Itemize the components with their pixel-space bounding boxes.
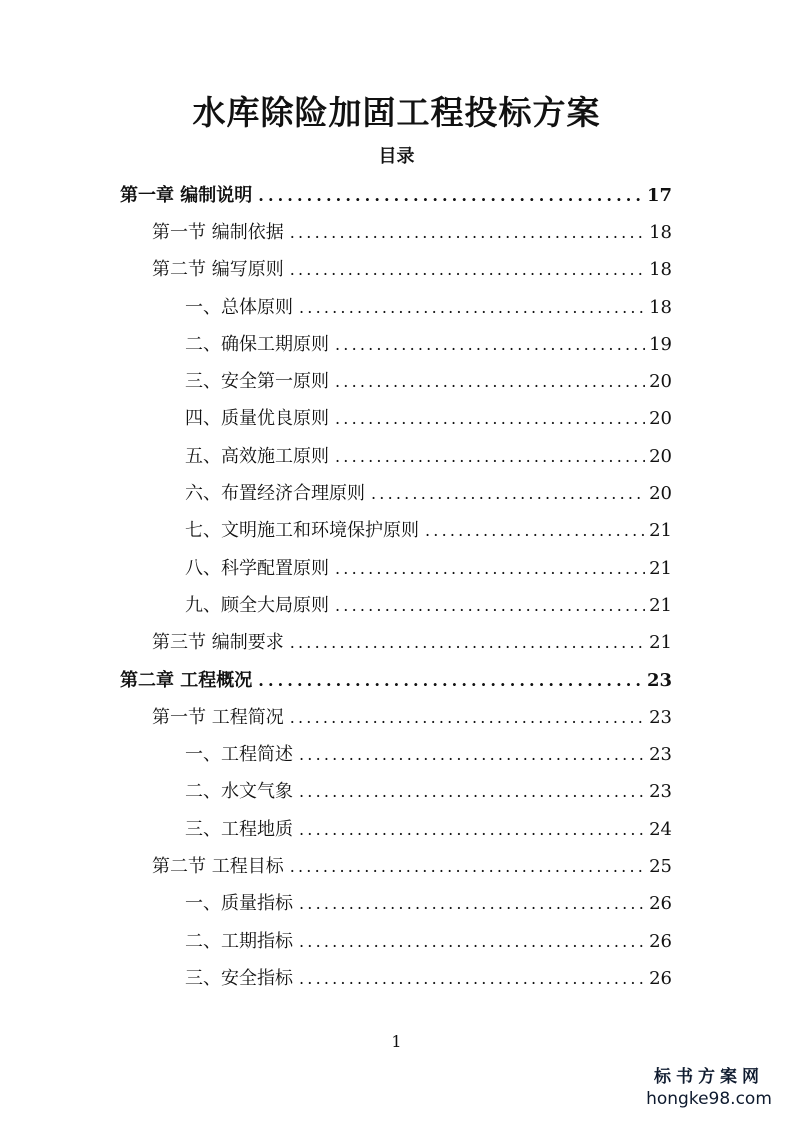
toc-entry-label: 五、高效施工原则 — [185, 445, 329, 467]
toc-entry-label: 二、水文气象 — [185, 781, 293, 803]
toc-entry-page: 18 — [649, 221, 672, 243]
toc-dot-leader — [299, 820, 645, 839]
toc-entry[interactable] — [0, 809, 793, 846]
toc-dot-leader — [258, 186, 643, 205]
toc-entry-page: 20 — [649, 371, 672, 393]
toc-entry-content — [185, 367, 672, 393]
toc-dot-leader — [290, 223, 645, 242]
toc-entry-label: 一、质量指标 — [185, 893, 293, 915]
toc-entry-label: 七、文明施工和环境保护原则 — [185, 520, 419, 542]
toc-entry-page: 23 — [649, 781, 672, 803]
toc-entry[interactable] — [0, 734, 793, 771]
toc-entry-content — [152, 218, 672, 244]
toc-dot-leader — [299, 969, 645, 988]
toc-entry[interactable] — [0, 324, 793, 361]
toc-entry-label: 八、科学配置原则 — [185, 557, 329, 579]
toc-entry-label: 第一节 工程简况 — [152, 706, 284, 728]
toc-entry[interactable] — [0, 436, 793, 473]
toc-entry-content — [185, 591, 672, 617]
watermark-logo — [639, 1066, 779, 1110]
toc-entry-content — [185, 964, 672, 990]
toc-entry[interactable] — [0, 884, 793, 921]
toc-dot-leader — [290, 260, 645, 279]
toc-entry-label: 二、确保工期原则 — [185, 333, 329, 355]
toc-entry-content — [185, 927, 672, 953]
toc-entry-label: 第二章 工程概况 — [120, 669, 253, 691]
toc-entry-content — [185, 815, 672, 841]
toc-entry-content — [185, 293, 672, 319]
toc-dot-leader — [335, 596, 645, 615]
toc-entry-page: 23 — [649, 744, 672, 766]
toc-entry-page: 18 — [649, 296, 672, 318]
toc-entry-content — [185, 554, 672, 580]
toc-dot-leader — [299, 298, 645, 317]
toc-entry-content — [185, 330, 672, 356]
watermark-url: hongke98.com — [646, 1089, 772, 1109]
toc-entry-content — [152, 255, 672, 281]
toc-entry-page: 26 — [649, 893, 672, 915]
toc-entry-page: 26 — [649, 930, 672, 952]
toc-entry-label: 三、安全指标 — [185, 967, 293, 989]
toc-dot-leader — [335, 559, 645, 578]
toc-entry-label: 第一章 编制说明 — [120, 184, 253, 206]
toc-entry-page: 17 — [646, 184, 672, 206]
toc-entry-page: 19 — [649, 333, 672, 355]
toc-dot-leader — [371, 484, 645, 503]
toc-entry-label: 第一节 编制依据 — [152, 221, 284, 243]
toc-dot-leader — [335, 409, 645, 428]
toc-entry-page: 21 — [649, 632, 672, 654]
toc-entry[interactable] — [0, 958, 793, 995]
toc-dot-leader — [258, 671, 643, 690]
toc-entry-page: 23 — [646, 669, 672, 691]
toc-entry-content — [152, 703, 672, 729]
toc-entry[interactable] — [0, 473, 793, 510]
toc-entry-label: 一、总体原则 — [185, 296, 293, 318]
toc-entry[interactable] — [0, 212, 793, 249]
toc-entry-label: 三、工程地质 — [185, 818, 293, 840]
table-of-contents — [0, 175, 793, 996]
toc-entry-content — [185, 404, 672, 430]
toc-dot-leader — [290, 857, 645, 876]
toc-entry-page: 21 — [649, 557, 672, 579]
toc-dot-leader — [299, 745, 645, 764]
toc-dot-leader — [425, 521, 645, 540]
toc-entry-page: 23 — [649, 706, 672, 728]
toc-heading: 目录 — [378, 146, 415, 167]
toc-entry-label: 六、布置经济合理原则 — [185, 483, 365, 505]
toc-entry[interactable] — [0, 287, 793, 324]
toc-entry-page: 21 — [649, 520, 672, 542]
toc-entry-page: 20 — [649, 483, 672, 505]
toc-entry[interactable] — [0, 623, 793, 660]
toc-entry[interactable] — [0, 921, 793, 958]
toc-entry-content — [185, 442, 672, 468]
toc-entry[interactable] — [0, 399, 793, 436]
toc-entry[interactable] — [0, 250, 793, 287]
toc-entry-page: 18 — [649, 259, 672, 281]
toc-entry-content — [185, 889, 672, 915]
toc-entry-label: 第二节 工程目标 — [152, 855, 284, 877]
toc-entry[interactable] — [0, 511, 793, 548]
toc-entry-label: 四、质量优良原则 — [185, 408, 329, 430]
toc-entry-page: 26 — [649, 967, 672, 989]
toc-dot-leader — [335, 372, 645, 391]
toc-entry-content — [185, 479, 672, 505]
toc-entry-page: 21 — [649, 594, 672, 616]
watermark-name: 标书方案网 — [654, 1067, 764, 1087]
toc-entry-content — [120, 181, 672, 207]
toc-entry[interactable] — [0, 846, 793, 883]
toc-entry-page: 20 — [649, 445, 672, 467]
toc-entry[interactable] — [0, 548, 793, 585]
toc-entry-label: 三、安全第一原则 — [185, 371, 329, 393]
toc-entry[interactable] — [0, 585, 793, 622]
toc-entry-label: 第二节 编写原则 — [152, 259, 284, 281]
toc-entry-content — [152, 628, 672, 654]
toc-entry-label: 第三节 编制要求 — [152, 632, 284, 654]
toc-entry-page: 20 — [649, 408, 672, 430]
toc-entry[interactable] — [0, 361, 793, 398]
toc-dot-leader — [299, 782, 645, 801]
toc-entry[interactable] — [0, 175, 793, 212]
toc-entry-label: 二、工期指标 — [185, 930, 293, 952]
page-number: 1 — [391, 1032, 402, 1051]
toc-entry-content — [185, 740, 672, 766]
toc-dot-leader — [299, 932, 645, 951]
toc-entry-content — [185, 777, 672, 803]
toc-entry-label: 九、顾全大局原则 — [185, 594, 329, 616]
toc-entry[interactable] — [0, 772, 793, 809]
toc-entry[interactable] — [0, 697, 793, 734]
toc-entry[interactable] — [0, 660, 793, 697]
toc-entry-content — [120, 666, 672, 692]
toc-dot-leader — [299, 894, 645, 913]
toc-dot-leader — [335, 335, 645, 354]
toc-dot-leader — [290, 708, 645, 727]
document-title: 水库除险加固工程投标方案 — [192, 93, 601, 132]
toc-entry-page: 25 — [649, 855, 672, 877]
toc-entry-content — [152, 852, 672, 878]
toc-dot-leader — [335, 447, 645, 466]
toc-entry-content — [185, 516, 672, 542]
toc-dot-leader — [290, 633, 645, 652]
toc-entry-label: 一、工程简述 — [185, 744, 293, 766]
toc-entry-page: 24 — [649, 818, 672, 840]
